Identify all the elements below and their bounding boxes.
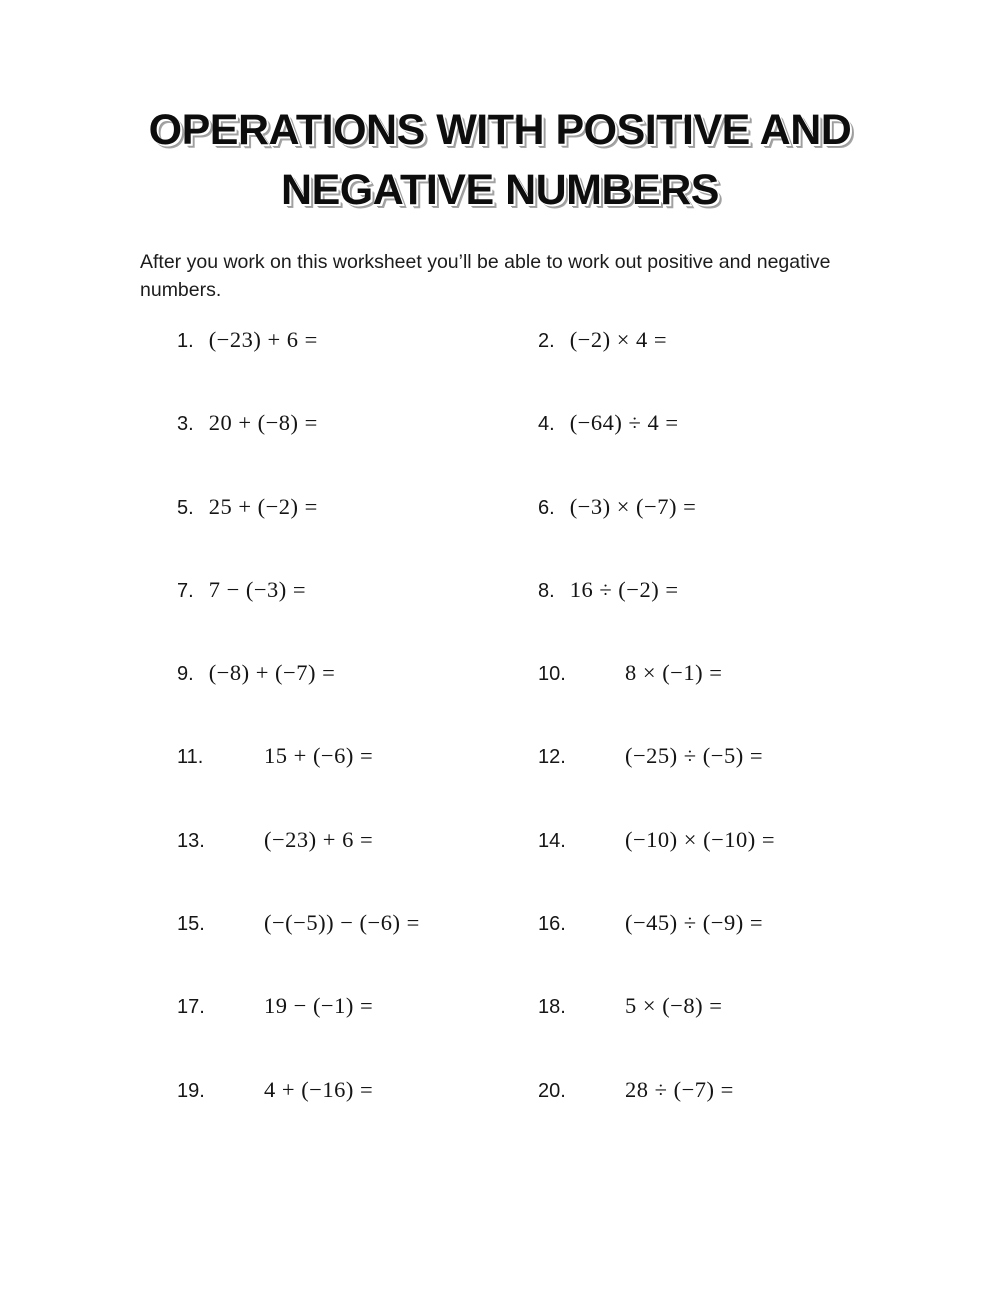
problem-number: 7. <box>177 579 194 602</box>
problem-number: 9. <box>177 663 194 686</box>
problems-row <box>177 577 1000 660</box>
problem-12 <box>538 743 1000 769</box>
problem-19 <box>177 1077 538 1103</box>
problem-2 <box>538 327 1000 353</box>
problem-expression: (−8) + (−7) = <box>208 660 336 686</box>
problem-expression: (−25) ÷ (−5) = <box>625 743 764 769</box>
problem-18 <box>538 993 1000 1019</box>
problems-row <box>177 1077 1000 1160</box>
problem-number: 17. <box>177 996 205 1019</box>
problem-expression: 8 × (−1) = <box>625 660 723 686</box>
page-title-line2: NEGATIVE NUMBERS <box>281 166 719 214</box>
problem-number: 15. <box>177 913 205 936</box>
problems-list <box>177 327 1000 1160</box>
problems-row <box>177 410 1000 493</box>
problem-expression: (−23) + 6 = <box>264 826 374 852</box>
problem-expression: (−23) + 6 = <box>208 327 318 352</box>
problems-row <box>177 993 1000 1076</box>
problem-10 <box>538 660 1000 686</box>
problem-5 <box>177 494 538 520</box>
problems-row <box>177 660 1000 743</box>
problem-expression: (−(−5)) − (−6) = <box>264 910 420 936</box>
page-title <box>0 0 1000 220</box>
problem-expression: (−45) ÷ (−9) = <box>625 910 764 936</box>
problem-expression: 5 × (−8) = <box>625 993 723 1019</box>
problem-16 <box>538 910 1000 936</box>
problems-row <box>177 827 1000 910</box>
problem-number: 11. <box>177 746 204 769</box>
intro-text: After you work on this worksheet you’ll be able to work out positive and negative numbers. <box>140 251 831 301</box>
problem-expression: 7 − (−3) = <box>208 576 307 602</box>
problem-expression: (−2) × 4 = <box>569 327 668 352</box>
problem-20 <box>538 1077 1000 1103</box>
problem-9 <box>177 660 538 686</box>
problem-number: 1. <box>177 330 194 352</box>
problem-expression: (−3) × (−7) = <box>569 493 697 519</box>
problem-number: 8. <box>538 579 555 602</box>
problem-number: 18. <box>538 996 566 1019</box>
problem-4 <box>538 410 1000 436</box>
problem-expression: (−10) × (−10) = <box>625 826 776 852</box>
problem-3 <box>177 410 538 436</box>
problem-number: 20. <box>538 1079 566 1102</box>
problem-expression: 16 ÷ (−2) = <box>569 576 679 602</box>
problems-row <box>177 494 1000 577</box>
problem-expression: (−64) ÷ 4 = <box>569 410 679 436</box>
problem-expression: 15 + (−6) = <box>264 743 374 769</box>
problem-1 <box>177 327 538 353</box>
problem-6 <box>538 494 1000 520</box>
problem-expression: 20 + (−8) = <box>208 410 318 436</box>
problem-11 <box>177 743 538 769</box>
problem-expression: 28 ÷ (−7) = <box>625 1076 734 1102</box>
problem-number: 12. <box>538 746 566 769</box>
problem-number: 2. <box>538 330 555 352</box>
problem-expression: 25 + (−2) = <box>208 493 318 519</box>
problem-15 <box>177 910 538 936</box>
problems-row <box>177 327 1000 410</box>
problem-17 <box>177 993 538 1019</box>
problem-8 <box>538 577 1000 603</box>
problem-13 <box>177 827 538 853</box>
problems-row <box>177 910 1000 993</box>
problem-number: 10. <box>538 663 566 686</box>
problem-expression: 4 + (−16) = <box>264 1076 374 1102</box>
problem-number: 3. <box>177 413 194 436</box>
problem-number: 14. <box>538 829 566 852</box>
problem-7 <box>177 577 538 603</box>
problem-number: 4. <box>538 413 555 436</box>
problem-number: 16. <box>538 913 566 936</box>
problem-expression: 19 − (−1) = <box>264 993 374 1019</box>
problem-number: 13. <box>177 829 205 852</box>
problem-number: 6. <box>538 496 555 519</box>
problems-row <box>177 743 1000 826</box>
problem-14 <box>538 827 1000 853</box>
page-title-line1: OPERATIONS WITH POSITIVE AND <box>148 106 852 154</box>
problem-number: 5. <box>177 496 194 519</box>
problem-number: 19. <box>177 1079 205 1102</box>
